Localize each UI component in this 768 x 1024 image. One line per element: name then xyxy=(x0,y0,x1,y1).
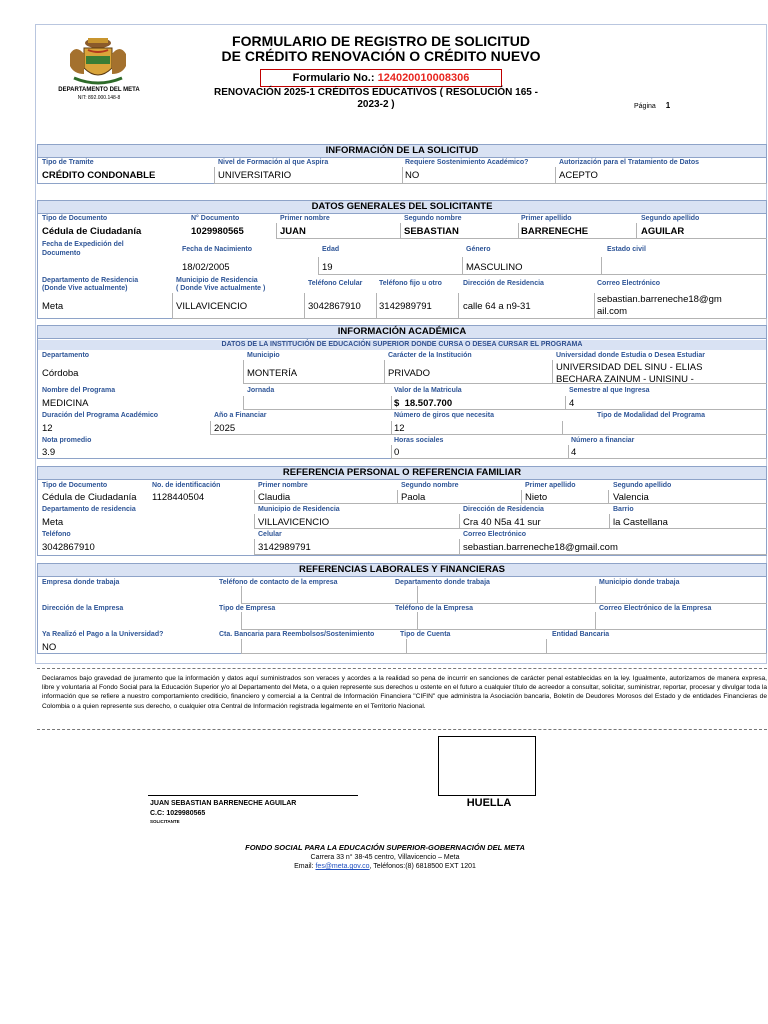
field-correo-line1: sebastian.barreneche18@gm xyxy=(597,294,722,305)
field-label: Estado civil xyxy=(607,246,646,253)
field-ref-barrio: la Castellana xyxy=(613,517,668,528)
department-name: DEPARTAMENTO DEL META xyxy=(58,87,140,93)
field-segundo-apellido: AGUILAR xyxy=(641,226,685,237)
field-pago-universidad: NO xyxy=(42,642,57,653)
field-horas-sociales: 0 xyxy=(394,447,400,458)
field-label: Tipo de Empresa xyxy=(219,605,276,612)
field-ref-primer-apellido: Nieto xyxy=(525,492,548,503)
section-laborales xyxy=(37,563,767,654)
field-label: Documento xyxy=(42,250,81,257)
field-ref-segundo-nombre: Paola xyxy=(401,492,426,503)
form-title: FORMULARIO DE REGISTRO DE SOLICITUD DE CRÉDITO RENOVACIÓN O CRÉDITO NUEVO xyxy=(221,33,541,64)
field-segundo-nombre: SEBASTIAN xyxy=(404,226,459,237)
field-label: Dirección de Residencia xyxy=(463,506,544,513)
section-subtitle: DATOS DE LA INSTITUCIÓN DE EDUCACIÓN SUPERIOR DONDE CURSA O DESEA CURSAR EL PROGRAMA xyxy=(38,340,766,350)
field-nota-promedio: 3.9 xyxy=(42,447,56,458)
field-departamento-residencia: Meta xyxy=(42,301,64,312)
field-label: Departamento de residencia xyxy=(42,506,136,513)
section-title: REFERENCIA PERSONAL O REFERENCIA FAMILIAR xyxy=(38,467,766,480)
field-label: Fecha de Nacimiento xyxy=(182,246,253,253)
footer-email-link[interactable]: fes@meta.gov.co xyxy=(315,863,370,870)
signer-name: JUAN SEBASTIAN BARRENECHE AGUILAR xyxy=(150,800,297,807)
field-label: Primer nombre xyxy=(280,215,330,222)
section-referencia xyxy=(37,466,767,556)
field-ref-tipo-documento: Cédula de Ciudadanía xyxy=(42,492,137,503)
field-label: Entidad Bancaria xyxy=(552,631,610,638)
field-label: Correo Electrónico xyxy=(463,531,527,538)
field-label: Tipo de Modalidad del Programa xyxy=(597,412,705,419)
signer-id: C.C: 1029980565 xyxy=(150,810,206,817)
field-label: Valor de la Matricula xyxy=(394,387,462,394)
field-ref-primer-nombre: Claudia xyxy=(258,492,291,503)
field-label: Empresa donde trabaja xyxy=(42,579,120,586)
field-ref-correo: sebastian.barreneche18@gmail.com xyxy=(463,542,618,553)
field-caracter-institucion: PRIVADO xyxy=(388,368,431,379)
field-universidad-line2: BECHARA ZAINUM - UNISINU - xyxy=(556,374,694,385)
field-label: Dirección de la Empresa xyxy=(42,605,124,612)
field-label: Primer apellido xyxy=(525,482,576,489)
section-title: REFERENCIAS LABORALES Y FINANCIERAS xyxy=(38,564,766,577)
field-semestre: 4 xyxy=(569,398,575,409)
field-label: Número a financiar xyxy=(571,437,635,444)
footer-org-name: FONDO SOCIAL PARA LA EDUCACIÓN SUPERIOR-GOBERNACIÓN DEL META xyxy=(245,843,525,852)
footer-address: Carrera 33 n° 38-45 centro, Villavicencio – Meta xyxy=(310,854,460,861)
field-ref-celular: 3142989791 xyxy=(258,542,311,553)
field-edad: 19 xyxy=(322,262,333,273)
field-primer-apellido: BARRENECHE xyxy=(521,226,589,237)
field-label: Tipo de Tramite xyxy=(42,159,94,166)
field-label: Teléfono xyxy=(42,531,71,538)
field-label: Primer nombre xyxy=(258,482,308,489)
field-label: Teléfono fijo u otro xyxy=(379,280,442,287)
page-indicator: Página 1 xyxy=(634,101,671,110)
field-label: Ya Realizó el Pago a la Universidad? xyxy=(42,631,164,638)
field-departamento: Córdoba xyxy=(42,368,79,379)
field-label: Género xyxy=(466,246,491,253)
field-label: Duración del Programa Académico xyxy=(42,412,159,419)
field-label: Universidad donde Estudia o Desea Estudiar xyxy=(556,352,705,359)
field-label: Número de giros que necesita xyxy=(394,412,494,419)
divider xyxy=(37,668,767,669)
field-label: Departamento donde trabaja xyxy=(395,579,490,586)
field-label: Horas sociales xyxy=(394,437,444,444)
field-label: Barrio xyxy=(613,506,634,513)
field-telefono-celular: 3042867910 xyxy=(308,301,361,312)
field-numero-giros: 12 xyxy=(394,423,405,434)
field-duracion: 12 xyxy=(42,423,53,434)
field-label: Correo Electrónico de la Empresa xyxy=(599,605,712,612)
field-nivel: UNIVERSITARIO xyxy=(218,170,292,181)
field-label: Segundo apellido xyxy=(641,215,700,222)
field-primer-nombre: JUAN xyxy=(280,226,306,237)
renovation-subtitle: RENOVACIÓN 2025-1 CRÉDITOS EDUCATIVOS ( RESOLUCIÓN 165 - 2023-2 ) xyxy=(214,87,538,110)
field-ref-telefono: 3042867910 xyxy=(42,542,95,553)
field-label: No. de identificación xyxy=(152,482,221,489)
field-ref-municipio: VILLAVICENCIO xyxy=(258,517,330,528)
field-label: Municipio donde trabaja xyxy=(599,579,680,586)
field-label: Semestre al que Ingresa xyxy=(569,387,650,394)
field-numero-financiar: 4 xyxy=(571,447,577,458)
field-label: Año a Financiar xyxy=(214,412,267,419)
field-fecha-nacimiento: 18/02/2005 xyxy=(182,262,230,273)
section-title: INFORMACIÓN DE LA SOLICITUD xyxy=(38,145,766,158)
field-autorizacion: ACEPTO xyxy=(559,170,598,181)
department-coat-of-arms-icon xyxy=(66,34,130,88)
field-label: Departamento de Residencia xyxy=(42,277,139,284)
field-label: Autorización para el Tratamiento de Datos xyxy=(559,159,700,166)
section-academica xyxy=(37,325,767,459)
section-solicitante xyxy=(37,200,767,319)
field-label: Jornada xyxy=(247,387,275,394)
field-direccion-residencia: calle 64 a n9-31 xyxy=(463,301,531,312)
field-label: ( Donde Vive actualmente ) xyxy=(176,285,266,292)
field-label: Teléfono Celular xyxy=(308,280,363,287)
department-nit: NIT: 892.000.148-8 xyxy=(77,95,121,101)
field-sostenimiento: NO xyxy=(405,170,420,181)
field-label: Nota promedio xyxy=(42,437,92,444)
divider xyxy=(37,729,767,730)
field-anio-financiar: 2025 xyxy=(214,423,236,434)
declaration-text: Declaramos bajo gravedad de juramento que la información y datos aquí suministrados son veraces y acordes a la realidad so pena de incurrir en sanciones de carácter penal establecidas en la ley. Igualmente, autorizamos de manera expresa, libre y voluntaria al Fondo Social para la Educación Superior y/o al Departamento del Meta, o a quien represente sus derechos u ostente en el futuro a cualquier título de acreedor a consultar, solicitar, suministrar, reportar, procesar y divulgar toda la información que se refiere a nuestro comportamiento crediticio, financiero y comercial a la Central de Información Financiera "CIFIN" que administra la Asociación bancaria, Boletín de Deudores Morosos del Estado y de entidades Financieras de Colombia o a quien represente sus derecho, o cualquier otra Central de Información registrada legalmente en el Territorio Nacional. xyxy=(42,675,767,710)
field-label: Correo Electrónico xyxy=(597,280,661,287)
fingerprint-label: HUELLA xyxy=(466,797,512,809)
field-telefono-fijo: 3142989791 xyxy=(379,301,432,312)
field-label: Tipo de Cuenta xyxy=(400,631,451,638)
field-universidad-line1: UNIVERSIDAD DEL SINU - ELIAS xyxy=(556,362,703,373)
form-number-label: Formulario No.: xyxy=(292,72,375,84)
field-label: Celular xyxy=(258,531,282,538)
field-label: N° Documento xyxy=(191,215,240,222)
field-label: Municipio xyxy=(247,352,280,359)
field-label: Departamento xyxy=(42,352,90,359)
field-ref-departamento: Meta xyxy=(42,517,64,528)
form-number-box xyxy=(260,69,502,87)
field-label: Municipio de Residencia xyxy=(258,506,340,513)
section-title: INFORMACIÓN ACADÉMICA xyxy=(38,326,766,339)
field-municipio: MONTERÍA xyxy=(247,368,298,379)
field-tipo-documento: Cédula de Ciudadanía xyxy=(42,226,142,237)
field-label: Segundo apellido xyxy=(613,482,672,489)
fingerprint-box xyxy=(438,736,536,796)
field-label: Segundo nombre xyxy=(401,482,459,489)
field-label: Carácter de la Institución xyxy=(388,352,472,359)
field-label: Cta. Bancaria para Reembolsos/Sostenimiento xyxy=(219,631,375,638)
footer-contact: Email: fes@meta.gov.co, Teléfonos:(8) 6818500 EXT 1201 xyxy=(294,863,476,870)
field-label: Tipo de Documento xyxy=(42,482,108,489)
field-label: Nombre del Programa xyxy=(42,387,116,394)
field-ref-identificacion: 1128440504 xyxy=(152,492,205,503)
signer-role: SOLICITANTE xyxy=(150,819,180,824)
field-label: Teléfono de la Empresa xyxy=(395,605,474,612)
field-label: Primer apellido xyxy=(521,215,572,222)
field-valor-matricula: $ 18.507.700 xyxy=(394,398,453,409)
field-tipo-tramite: CRÉDITO CONDONABLE xyxy=(42,170,156,181)
field-label: Nivel de Formación al que Aspira xyxy=(218,159,329,166)
form-number: 124020010008306 xyxy=(377,72,470,84)
field-label: (Donde Vive actualmente) xyxy=(42,285,128,292)
field-ref-segundo-apellido: Valencia xyxy=(613,492,649,503)
signature-line xyxy=(148,795,358,796)
field-municipio-residencia: VILLAVICENCIO xyxy=(176,301,248,312)
field-label: Teléfono de contacto de la empresa xyxy=(219,579,338,586)
field-genero: MASCULINO xyxy=(466,262,523,273)
field-numero-documento: 1029980565 xyxy=(191,226,244,237)
field-label: Segundo nombre xyxy=(404,215,462,222)
field-programa: MEDICINA xyxy=(42,398,89,409)
field-label: Requiere Sostenimiento Académico? xyxy=(405,159,529,166)
field-label: Edad xyxy=(322,246,340,253)
field-ref-direccion: Cra 40 N5a 41 sur xyxy=(463,517,541,528)
field-correo-line2: ail.com xyxy=(597,306,628,317)
section-title: DATOS GENERALES DEL SOLICITANTE xyxy=(38,201,766,214)
field-label: Dirección de Residencia xyxy=(463,280,544,287)
field-label: Municipio de Residencia xyxy=(176,277,258,284)
field-label: Tipo de Documento xyxy=(42,215,108,222)
field-label: Fecha de Expedición del xyxy=(42,241,124,248)
section-solicitud xyxy=(37,144,767,184)
